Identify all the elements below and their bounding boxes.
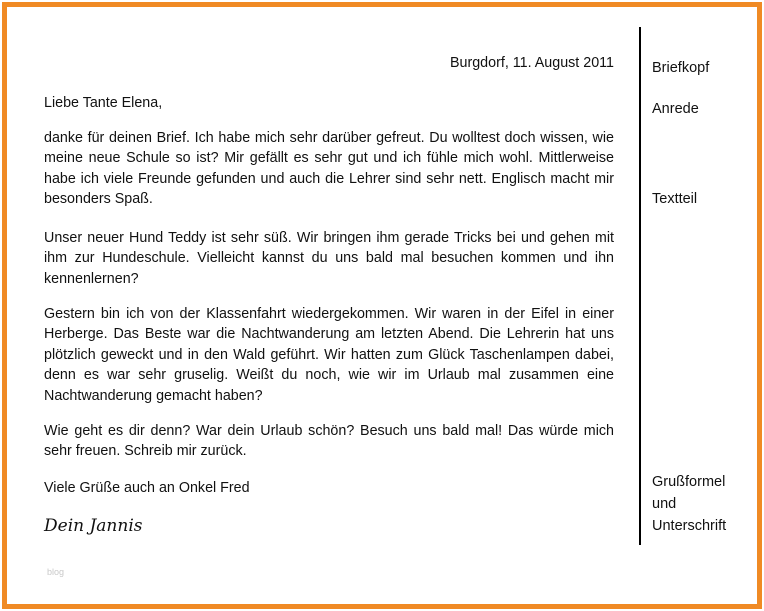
letter-paragraph-4: Wie geht es dir denn? War dein Urlaub schön? Besuch uns bald mal! Das würde mich sehr freuen. Schreib mir zurück. xyxy=(44,423,614,460)
label-grussformel xyxy=(652,471,726,537)
letter-signature: Dein Jannis xyxy=(44,516,143,536)
label-briefkopf: Briefkopf xyxy=(652,60,710,76)
letter-closing: Viele Grüße auch an Onkel Fred xyxy=(44,480,250,496)
letter-paragraph-1: danke für deinen Brief. Ich habe mich sehr darüber gefreut. Du wolltest doch wissen, wie meine neue Schule so ist? Mir gefällt es sehr gut und ich fühle mich wohl. Mittlerweise habe ich viele Freunde gefunden und auch die Lehrer sind sehr nett. Englisch macht mir besonders Spaß. xyxy=(44,130,614,208)
watermark-text: blog xyxy=(47,567,65,577)
section-divider-line xyxy=(639,27,641,545)
letter-date: Burgdorf, 11. August 2011 xyxy=(449,55,614,71)
letter-paragraph-2: Unser neuer Hund Teddy ist sehr süß. Wir bringen ihm gerade Tricks bei und gehen mit ihm zur Hundeschule. Vielleicht kannst du uns bald mal besuchen kommen und ihn kennenlernen? xyxy=(44,230,614,287)
label-grussformel-line-1: Grußformel xyxy=(652,474,726,490)
label-grussformel-line-3: Unterschrift xyxy=(652,518,727,534)
label-anrede: Anrede xyxy=(652,101,699,117)
letter-salutation: Liebe Tante Elena, xyxy=(44,95,163,111)
document-frame xyxy=(2,2,762,609)
label-textteil: Textteil xyxy=(652,191,698,207)
letter-paragraph-3: Gestern bin ich von der Klassenfahrt wiedergekommen. Wir waren in der Eifel in einer Herberge. Das Beste war die Nachtwanderung am letzten Abend. Die Lehrerin hat uns plötzlich geweckt und in den Wald geführt. Wir hatten zum Glück Taschenlampen dabei, denn es war sehr gruselig. Weißt du noch, wie wir im Urlaub mal zusammen eine Nachtwanderung gemacht haben? xyxy=(44,306,614,404)
label-grussformel-line-2: und xyxy=(652,496,677,512)
